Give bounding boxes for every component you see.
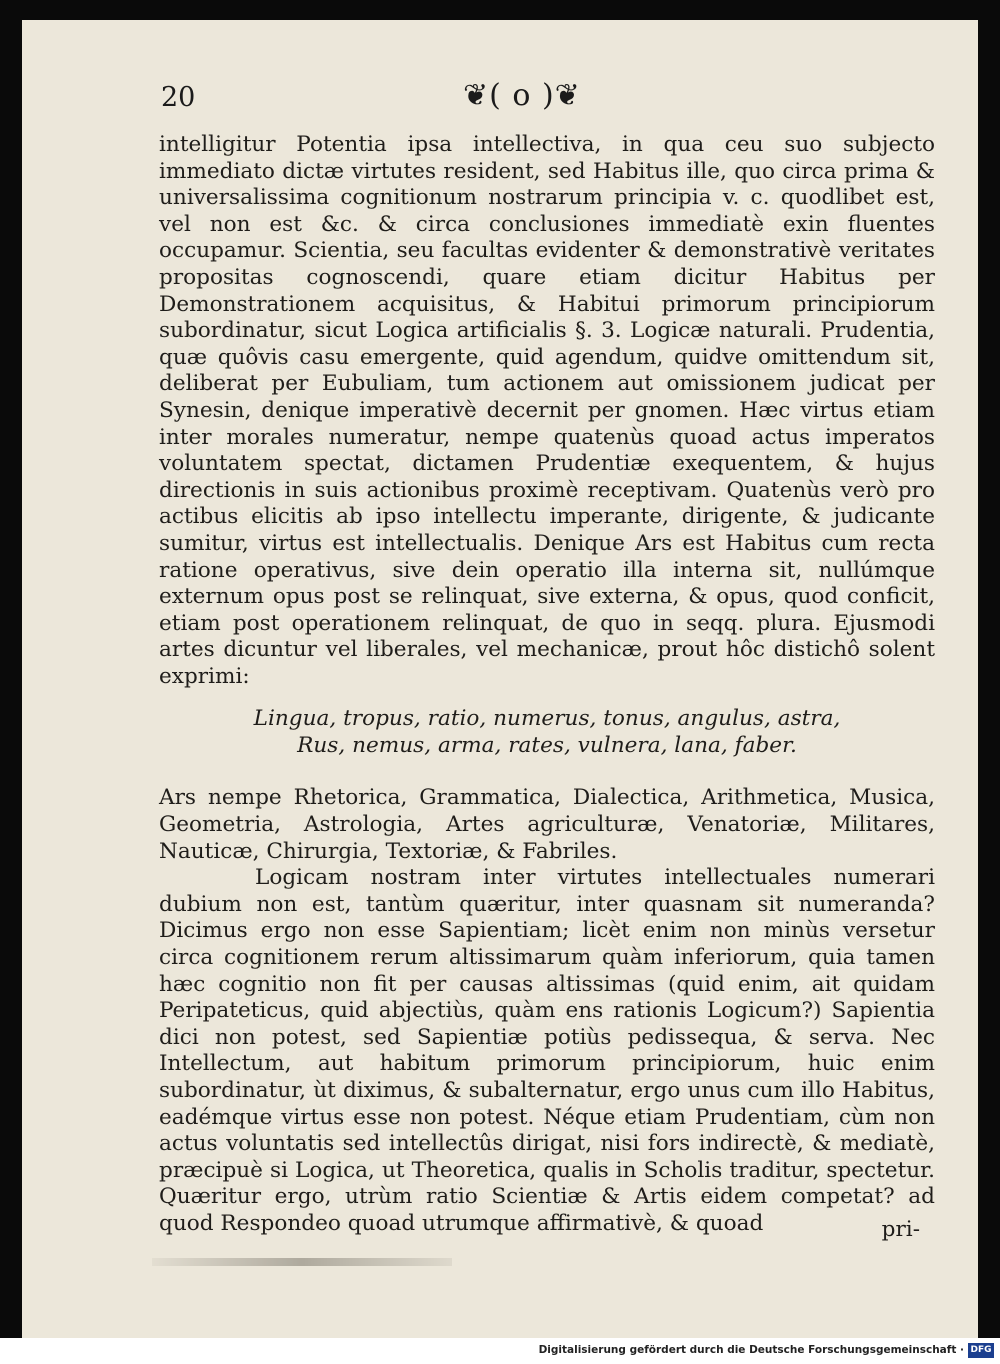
catchword: pri- bbox=[881, 1217, 920, 1242]
paragraph-after-verse: Ars nempe Rhetorica, Grammatica, Dialectica, Arithmetica, Musica, Geometria, Astrologia, Artes agriculturæ, Venatoriæ, Militares, Nauticæ, Chirurgia, Textoriæ, & Fabriles. bbox=[159, 785, 935, 864]
page-number: 20 bbox=[161, 82, 196, 113]
bottom-smudge bbox=[152, 1258, 452, 1266]
paragraph-2: Logicam nostram inter virtutes intellectuales numerari dubium non est, tantùm quæritur, inter quasnam sit numeranda? Dicimus ergo non esse Sapientiam; licèt enim non minùs versetur circa cognitionem rerum altissimarum quàm inferiorum, quia tamen hæc cognitio non fit per causas altissimas (quid enim, ait quidam Peripateticus, quid abjectiùs, quàm ens rationis Logicum?) Sapientia dici non potest, sed Sapientiæ potiùs pedissequa, & serva. Nec Intellectum, aut habitum primorum principiorum, huic enim subordinatur, ùt diximus, & subalternatur, ergo unus cum illo Habitus, eadémque virtus esse non potest. Néque etiam Prudentiam, cùm non actus voluntatis sed intellectûs dirigat, nisi fors indirectè, & mediatè, præcipuè si Logica, ut Theoretica, qualis in Scholis traditur, spectetur. Quæritur ergo, utrùm ratio Scientiæ & Artis eidem competat? ad quod Respondeo quoad utrumque affirmativè, & quoad bbox=[159, 865, 935, 1236]
verse-line-1: Lingua, tropus, ratio, numerus, tonus, angulus, astra, bbox=[253, 706, 841, 732]
footer-credit: Digitalisierung gefördert durch die Deutsche Forschungsgemeinschaft · bbox=[538, 1344, 964, 1356]
header-ornament: ❦( o )❦ bbox=[463, 78, 581, 113]
book-page bbox=[22, 20, 978, 1338]
text-block bbox=[159, 132, 935, 1238]
verse-distich bbox=[159, 705, 935, 759]
dfg-logo-icon: DFG bbox=[968, 1343, 994, 1358]
paragraph-1: intelligitur Potentia ipsa intellectiva, in qua ceu suo subjecto immediato dictæ virtutes resident, sed Habitus ille, quo circa prima & universalissima cognitionum nostrarum principia v. c. quodlibet est, vel non est &c. & circa conclusiones immediatè exin fluentes occupamur. Scientia, seu facultas evidenter & demonstrativè veritates propositas cognoscendi, quare etiam dicitur Habitus per Demonstrationem acquisitus, & Habitui primorum principiorum subordinatur, sicut Logica artificialis §. 3. Logicæ naturali. Prudentia, quæ quôvis casu emergente, quid agendum, quidve omittendum sit, deliberat per Eubuliam, tum actionem aut omissionem judicat per Synesin, denique imperativè decernit per gnomen. Hæc virtus etiam inter morales numeratur, nempe quatenùs quoad actus imperatos voluntatem spectat, dictamen Prudentiæ exequentem, & hujus directionis in suis actionibus proximè receptivam. Quatenùs verò pro actibus elicitis ab ipso intellectu imperante, dirigente, & judicante sumitur, virtus est intellectualis. Denique Ars est Habitus cum recta ratione operativus, sive dein operatio illa interna sit, nullúmque externum opus post se relinquat, sive externa, & opus, quod conficit, etiam post operationem relinquat, de quo in seqq. plura. Ejusmodi artes dicuntur vel liberales, vel mechanicæ, prout hôc distichô solent exprimi: bbox=[159, 132, 935, 689]
footer-bar bbox=[0, 1338, 1000, 1364]
verse-line-2: Rus, nemus, arma, rates, vulnera, lana, faber. bbox=[297, 733, 797, 759]
